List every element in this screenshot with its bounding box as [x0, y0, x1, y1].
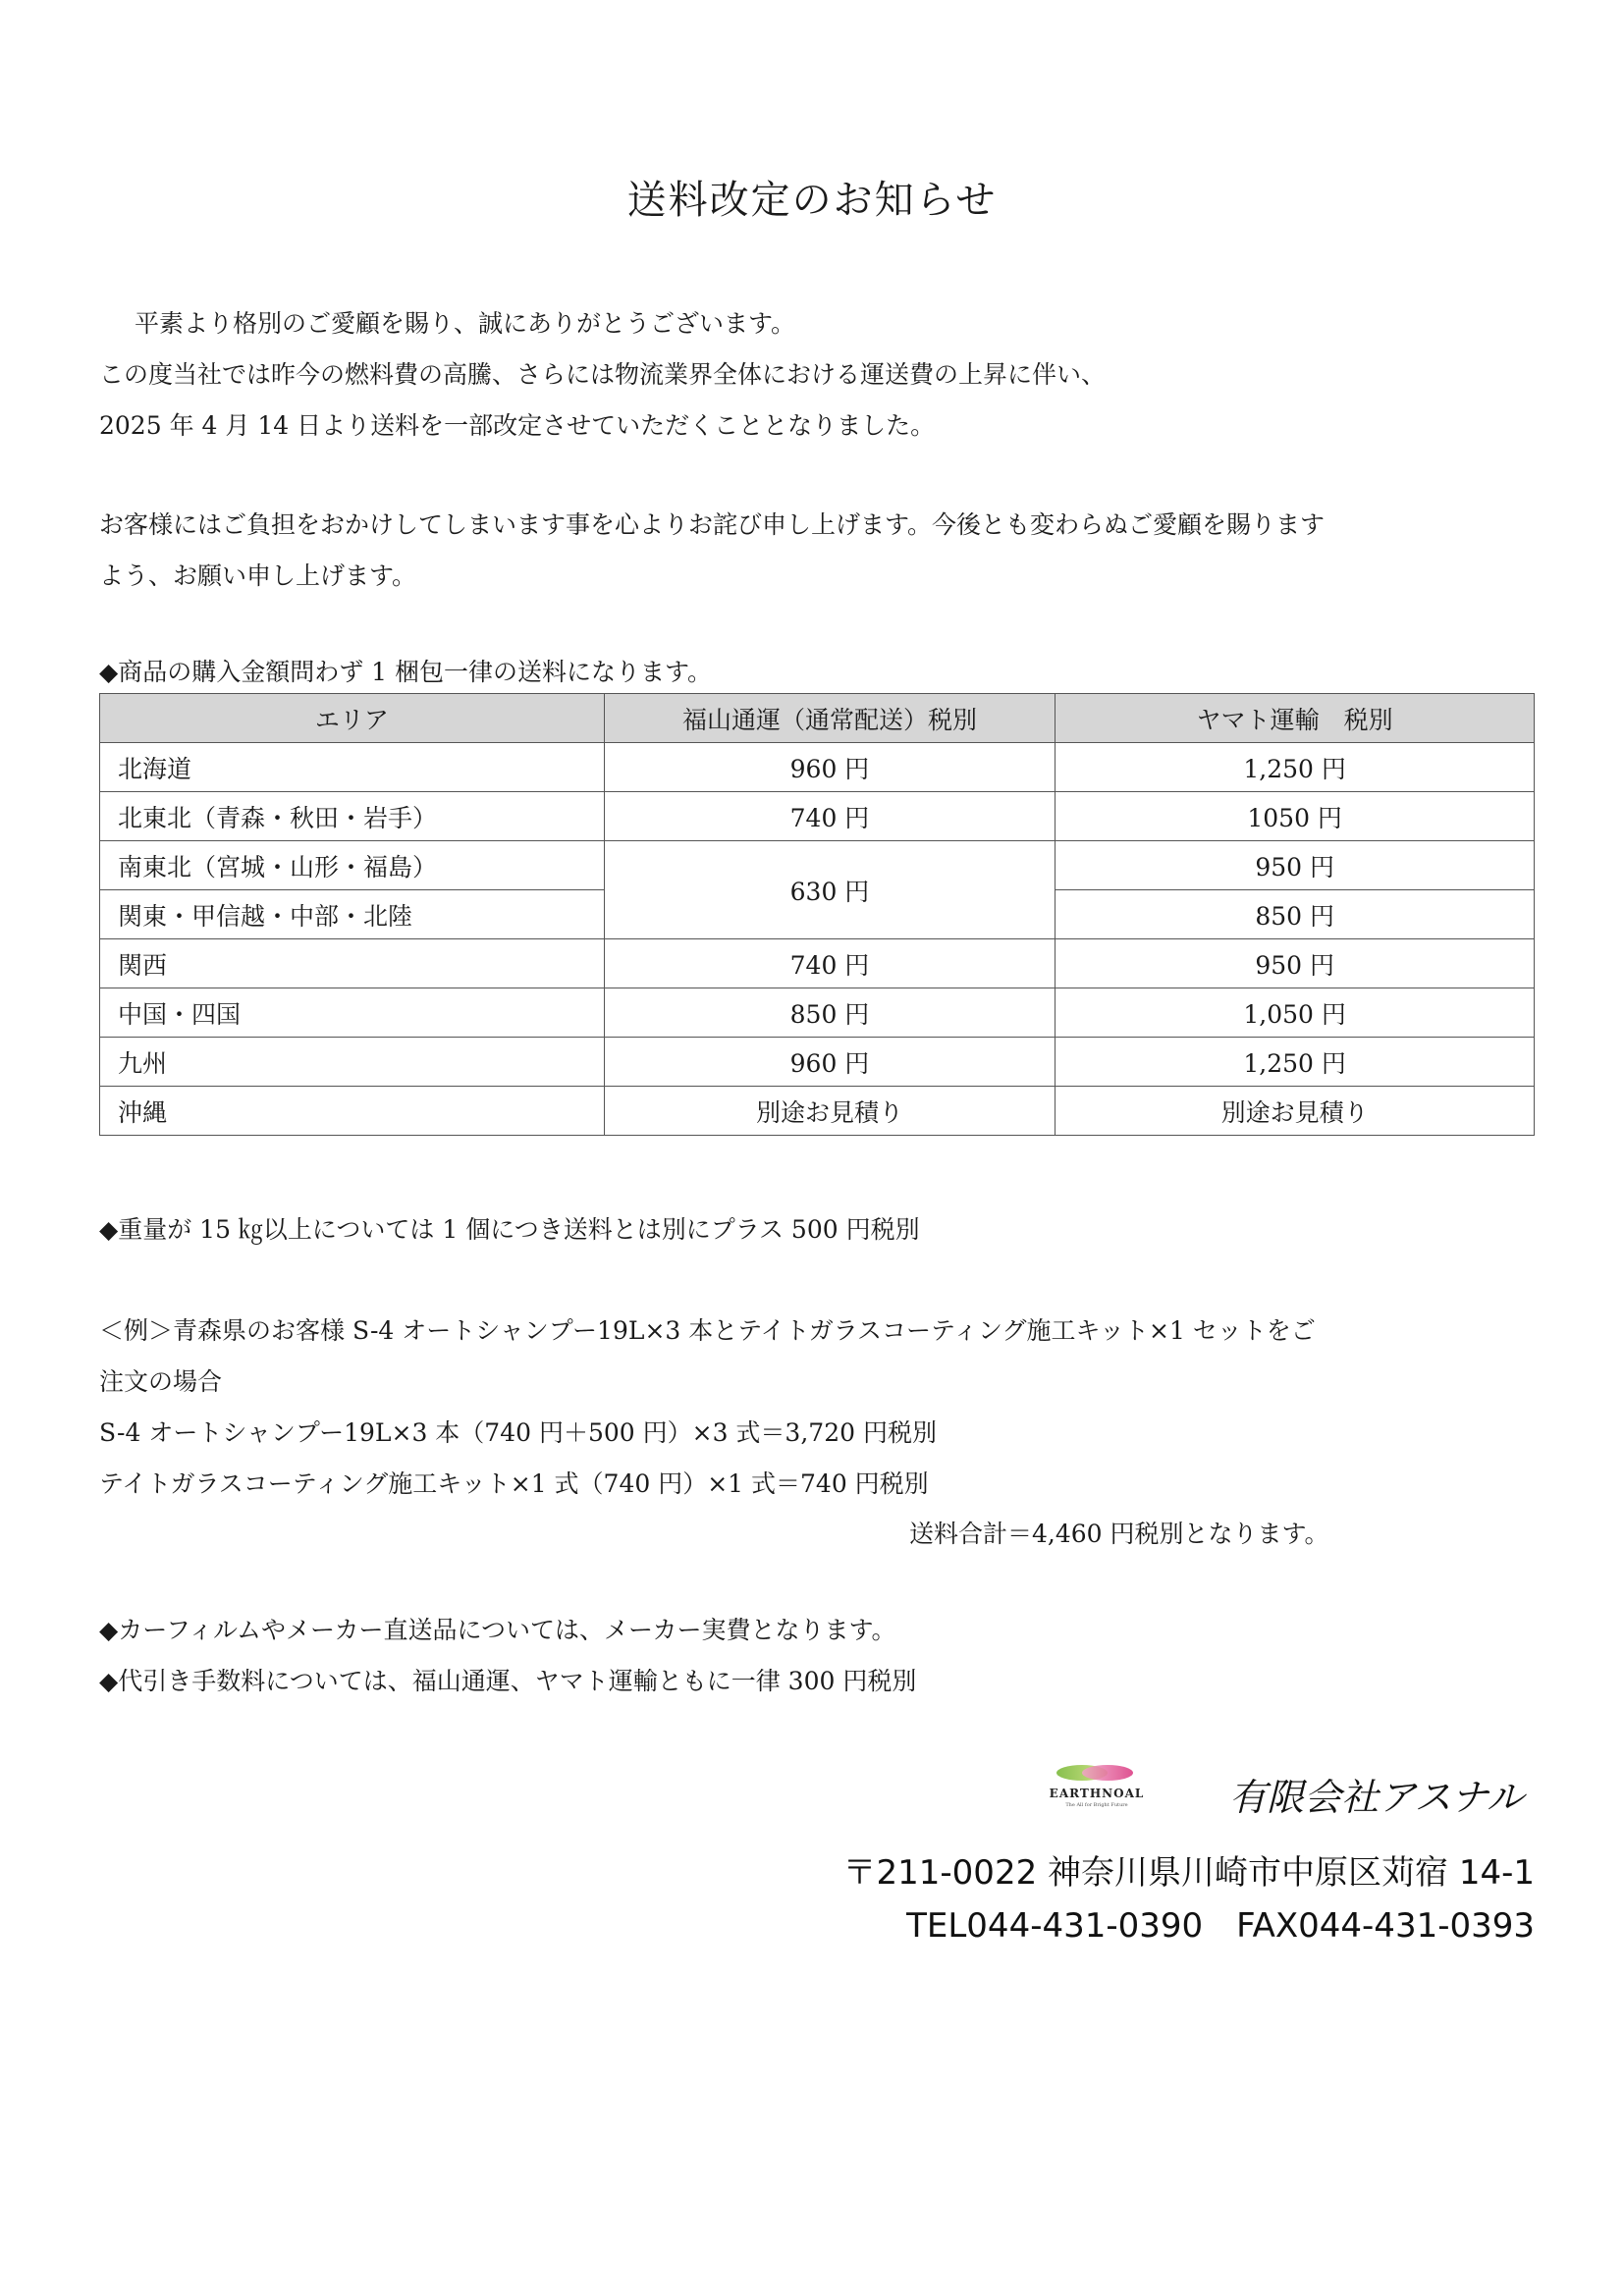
yamato-rate-cell: 1,250 円 — [1056, 1038, 1535, 1087]
apology-line-1: お客様にはご負担をおかけしてしまいます事を心よりお詫び申し上げます。今後とも変わらぬご愛顧を賜ります — [99, 510, 1326, 539]
fukuyama-rate-cell: 740 円 — [604, 939, 1056, 988]
table-row — [100, 841, 1535, 890]
table-row — [100, 988, 1535, 1038]
example-line-2: 注文の場合 — [99, 1367, 223, 1396]
fukuyama-rate-cell: 別途お見積り — [604, 1087, 1056, 1136]
intro-line-1: 平素より格別のご愛顧を賜り、誠にありがとうございます。 — [135, 309, 796, 338]
area-cell: 北東北（青森・秋田・岩手） — [100, 792, 605, 841]
fukuyama-rate-cell: 960 円 — [604, 1038, 1056, 1087]
intro-line-3: 2025 年 4 月 14 日より送料を一部改定させていただくこととなりました。 — [99, 411, 936, 440]
fukuyama-rate-cell: 960 円 — [604, 743, 1056, 792]
fukuyama-rate-cell: 740 円 — [604, 792, 1056, 841]
table-row — [100, 1038, 1535, 1087]
table-row — [100, 939, 1535, 988]
logo-brand-text: EARTHNOAL — [1049, 1787, 1145, 1800]
area-cell: 中国・四国 — [100, 988, 605, 1038]
page-title: 送料改定のお知らせ — [626, 178, 998, 223]
example-line-4: テイトガラスコーティング施工キット×1 式（740 円）×1 式＝740 円税別 — [99, 1469, 929, 1498]
example-line-1: ＜例＞青森県のお客様 S-4 オートシャンプー19L×3 本とテイトガラスコーティング施工キット×1 セットをご — [99, 1316, 1316, 1345]
yamato-rate-cell: 1050 円 — [1056, 792, 1535, 841]
example-line-3: S-4 オートシャンプー19L×3 本（740 円＋500 円）×3 式＝3,720 円税別 — [99, 1418, 937, 1447]
area-cell: 九州 — [100, 1038, 605, 1087]
table-note: ◆商品の購入金額問わず 1 梱包一律の送料になります。 — [99, 658, 713, 686]
table-header-row — [100, 694, 1535, 743]
table-row — [100, 1087, 1535, 1136]
logo-tagline: The All for Bright Future — [1065, 1802, 1128, 1808]
yamato-rate-cell: 950 円 — [1056, 841, 1535, 890]
area-cell: 関西 — [100, 939, 605, 988]
header-area: エリア — [100, 694, 605, 743]
car-film-note: ◆カーフィルムやメーカー直送品については、メーカー実費となります。 — [99, 1616, 896, 1644]
shipping-rate-table — [99, 693, 1535, 1136]
header-yamato: ヤマト運輸 税別 — [1056, 694, 1535, 743]
area-cell: 関東・甲信越・中部・北陸 — [100, 890, 605, 939]
yamato-rate-cell: 950 円 — [1056, 939, 1535, 988]
yamato-rate-cell: 1,050 円 — [1056, 988, 1535, 1038]
yamato-rate-cell: 別途お見積り — [1056, 1087, 1535, 1136]
company-address: 〒211-0022 神奈川県川崎市中原区苅宿 14-1 — [842, 1853, 1535, 1893]
company-contact: TEL044-431-0390 FAX044-431-0393 — [906, 1906, 1535, 1946]
fukuyama-rate-cell: 630 円 — [604, 841, 1056, 939]
example-total: 送料合計＝4,460 円税別となります。 — [909, 1520, 1329, 1548]
yamato-rate-cell: 850 円 — [1056, 890, 1535, 939]
header-fukuyama: 福山通運（通常配送）税別 — [604, 694, 1056, 743]
company-name: 有限会社アスナル — [1229, 1776, 1524, 1819]
area-cell: 沖縄 — [100, 1087, 605, 1136]
apology-line-2: よう、お願い申し上げます。 — [99, 561, 417, 590]
table-row — [100, 792, 1535, 841]
area-cell: 北海道 — [100, 743, 605, 792]
cod-fee-note: ◆代引き手数料については、福山通運、ヤマト運輸ともに一律 300 円税別 — [99, 1667, 917, 1695]
yamato-rate-cell: 1,250 円 — [1056, 743, 1535, 792]
intro-line-2: この度当社では昨今の燃料費の高騰、さらには物流業界全体における運送費の上昇に伴い、 — [99, 360, 1107, 389]
table-row — [100, 743, 1535, 792]
fukuyama-rate-cell: 850 円 — [604, 988, 1056, 1038]
area-cell: 南東北（宮城・山形・福島） — [100, 841, 605, 890]
weight-note: ◆重量が 15 ㎏以上については 1 個につき送料とは別にプラス 500 円税別 — [99, 1215, 920, 1244]
